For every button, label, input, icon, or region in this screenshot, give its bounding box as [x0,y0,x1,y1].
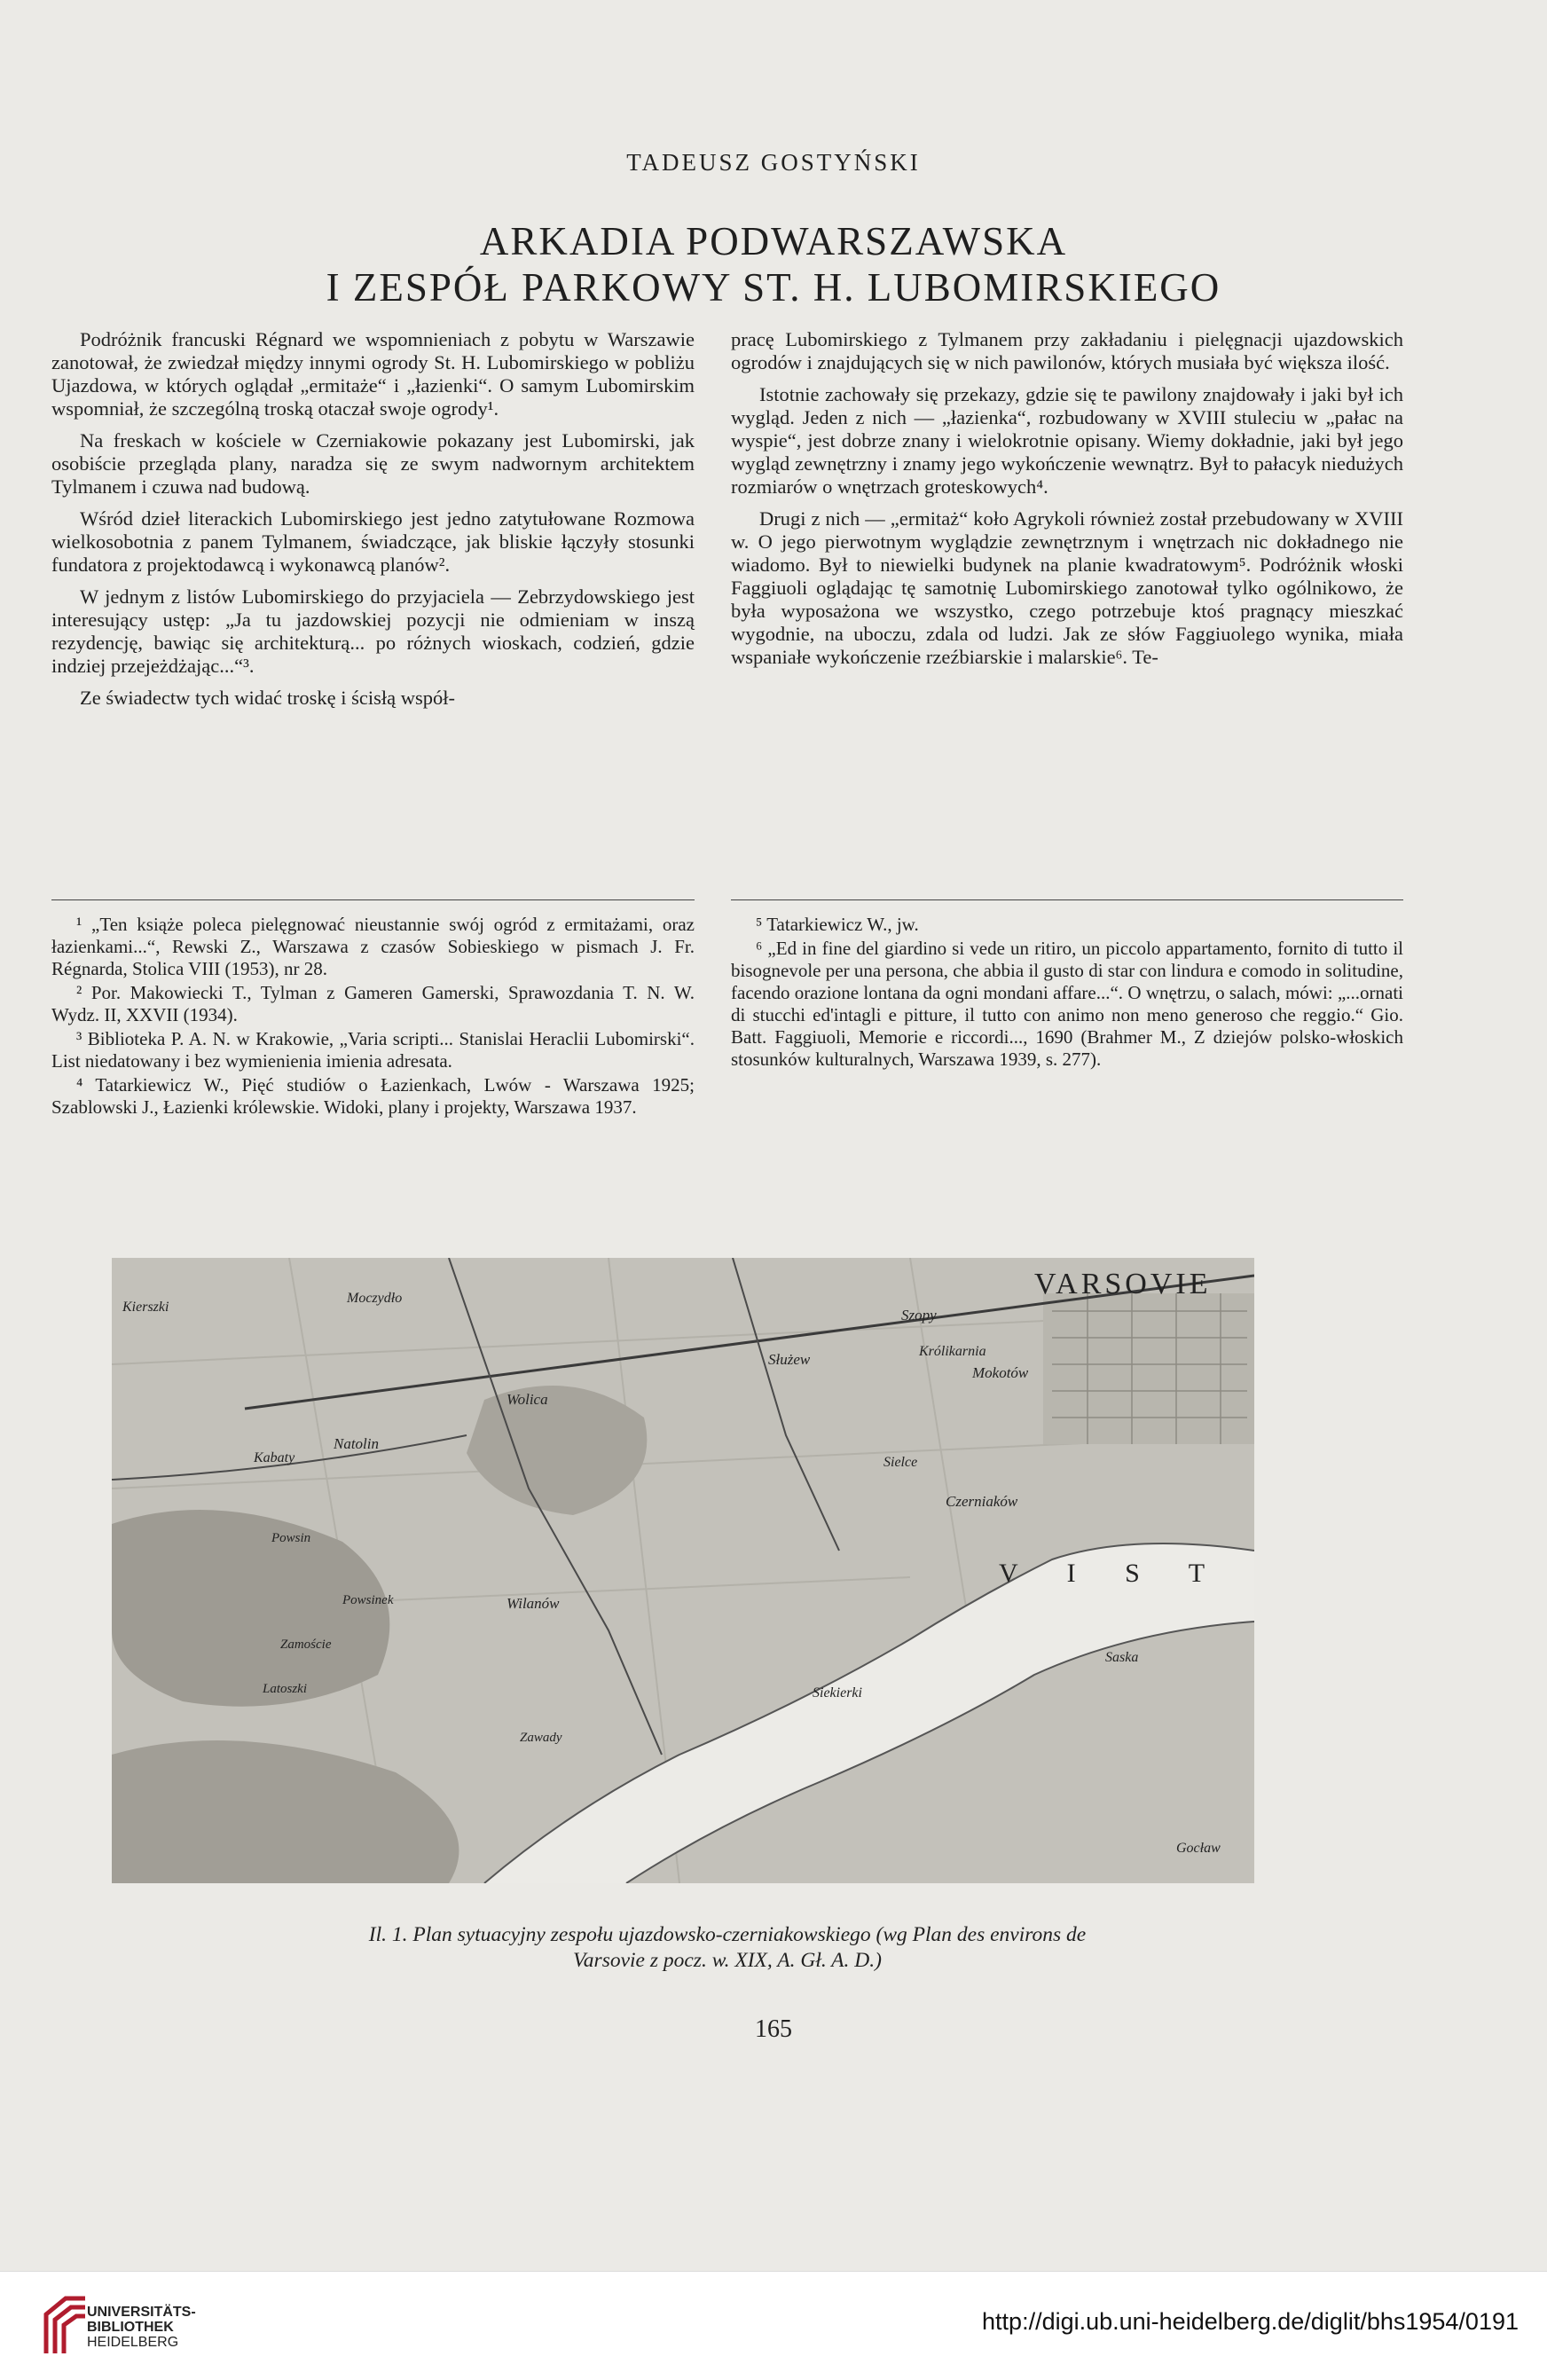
historical-map-image [112,1258,1254,1883]
body-column-left [51,328,695,719]
map-title: VARSOVIE [1034,1268,1212,1300]
footnote: ¹ „Ten książe poleca pielęgnować nieustannie swój ogród z ermitażami, oraz łazienkami...“, Rewski Z., Warszawa z czasów Sobieskiego w pismach J. Fr. Régnarda, Stolica VIII (1953), nr 28. [51,914,695,979]
map-label: Kabaty [254,1450,295,1465]
footnote: ³ Biblioteka P. A. N. w Krakowie, „Varia scripti... Stanislai Heraclii Lubomirski“. List niedatowany i bez wymienienia imienia adresata. [51,1028,695,1072]
map-drawing [112,1258,1254,1883]
paragraph: Wśród dzieł literackich Lubomirskiego jest jedno zatytułowane Rozmowa wielkosobotnia z panem Tylmanem, świadczące, jak bliskie łączyły stosunki fundatora z projektodawcą i wykonawcą planów². [51,507,695,576]
paragraph: pracę Lubomirskiego z Tylmanem przy zakładaniu i pielęgnacji ujazdowskich ogrodów i znajdujących się w nich pawilonów, których musiała być większa ilość. [731,328,1403,373]
map-label: Szopy [901,1307,937,1324]
map-label: Powsinek [342,1593,394,1607]
paragraph: W jednym z listów Lubomirskiego do przyjaciela — Zebrzydowskiego jest interesujący ustęp: „Ja tu jazdowskiej pozycji nie odmieniam w inszą rezydencję, bawiąc się architekturą... po różnych wioskach, codzień, gdzie indziej przejeżdżając...“³. [51,585,695,677]
map-label: Służew [768,1351,811,1368]
map-label: Moczydło [347,1291,403,1306]
page-number: 165 [755,2015,792,2043]
footnote: ⁵ Tatarkiewicz W., jw. [756,914,919,935]
map-label: Latoszki [263,1682,308,1696]
map-label: Czerniaków [946,1493,1018,1510]
footnote: ⁴ Tatarkiewicz W., Pięć studiów o Łazienkach, Lwów - Warszawa 1925; Szablowski J., Łazienki królewskie. Widoki, plany i projekty, Warszawa 1937. [51,1074,695,1118]
footnote: ⁶ „Ed in fine del giardino si vede un ritiro, un piccolo appartamento, fornito di tutto il bisognevole per una persona, che abbia il gusto di star con lindura e comodo in solitudine, facendo orazione lontana da ogni mondani affare...“. O wnętrzu, o salach, mówi: „...ornati di stucchi ed'intagli e pitture, il tutto con animo non meno generoso che reggio.“ Gio. Batt. Faggiuoli, Memorie e riccordi..., 1690 (Brahmer M., Z dziejów polsko-włoskich stosunków kulturalnych, Warszawa 1939, s. 277). [731,938,1403,1070]
paragraph: Drugi z nich — „ermitaż“ koło Agrykoli również został przebudowany w XVIII w. O jego pierwotnym wyglądzie zewnętrznym i wnętrzach nic dokładnego nie wiadomo. Był to niewielki budynek na planie kwadratowym⁵. Podróżnik włoski Faggiuoli oglądając tę samotnię Lubomirskiego zanotował tylko ogólnikowo, że była wyposażona we wszystko, czego potrzebuje ktoś pragnący mieszkać wygodnie, na uboczu, zdala od ludzi. Jak ze słów Faggiuolego wynika, miała wspaniałe wykończenie rzeźbiarskie i malarskie⁶. Te- [731,507,1403,668]
map-label: Natolin [334,1435,380,1452]
paragraph: Istotnie zachowały się przekazy, gdzie się te pawilony znajdowały i jaki był ich wygląd. Jeden z nich — „łazienka“, rozbudowany w XVIII stuleciu w „pałac na wyspie“, jest dobrze znany i wielokrotnie opisany. Wiemy dokładnie, jaki był jego wygląd zewnętrzny i znamy jego wykończenie wewnątrz. Był to pałacyk niedużych rozmiarów o wnętrzach groteskowych⁴. [731,383,1403,498]
map-label: Zamoście [280,1638,332,1652]
footnote-divider-right [731,899,1403,900]
map-label: Siekierki [813,1685,862,1701]
map-label: Mokotów [972,1364,1029,1381]
map-label: Wilanów [507,1595,560,1612]
footnote-divider-left [51,899,695,900]
map-label: Gocław [1176,1841,1221,1856]
library-name [87,2305,196,2350]
caption-line-1: Il. 1. Plan sytuacyjny zespołu ujazdowsko-czerniakowskiego (wg Plan des environs de [368,1923,1087,1946]
body-column-right [731,328,1403,678]
author-name: TADEUSZ GOSTYŃSKI [626,149,921,176]
map-label: Kierszki [122,1300,169,1315]
figure-caption [133,1922,1322,1974]
paragraph: Podróżnik francuski Régnard we wspomnieniach z pobytu w Warszawie zanotował, że zwiedzał między innymi ogrody St. H. Lubomirskiego w pobliżu Ujazdowa, w których oglądał „ermitaże“ i „łazienki“. O samym Lubomirskim wspomniał, że szczególną troską otaczał swoje ogrody¹. [51,328,695,420]
footnotes-left [51,914,695,1120]
footnotes-right [731,914,1403,1072]
paragraph: Ze świadectw tych widać troskę i ścisłą współ- [80,687,456,709]
map-label: Zawady [520,1731,562,1745]
map-label: Saska [1105,1650,1139,1665]
library-name-line-1: UNIVERSITÄTS- [87,2305,196,2320]
caption-line-2: Varsovie z pocz. w. XIX, A. Gł. A. D.) [573,1949,882,1972]
footnote: ² Por. Makowiecki T., Tylman z Gameren Gamerski, Sprawozdania T. N. W. Wydz. II, XXVII (1934). [51,982,695,1025]
map-label-river: V I S T [999,1559,1227,1588]
source-url-link[interactable]: http://digi.ub.uni-heidelberg.de/diglit/bhs1954/0191 [982,2308,1519,2335]
article-title-line-1: ARKADIA PODWARSZAWSKA [479,219,1068,263]
map-label: Powsin [271,1531,311,1545]
article-title-line-2: I ZESPÓŁ PARKOWY ST. H. LUBOMIRSKIEGO [326,265,1221,310]
library-name-line-2: BIBLIOTHEK [87,2320,174,2335]
map-label: Sielce [883,1455,918,1470]
paragraph: Na freskach w kościele w Czerniakowie pokazany jest Lubomirski, jak osobiście przegląda plany, naradza się ze swym nadwornym architektem Tylmanem i czuwa nad budową. [51,429,695,498]
map-label: Wolica [507,1391,548,1408]
library-name-line-3: HEIDELBERG [87,2335,179,2350]
map-label: Królikarnia [919,1344,986,1359]
